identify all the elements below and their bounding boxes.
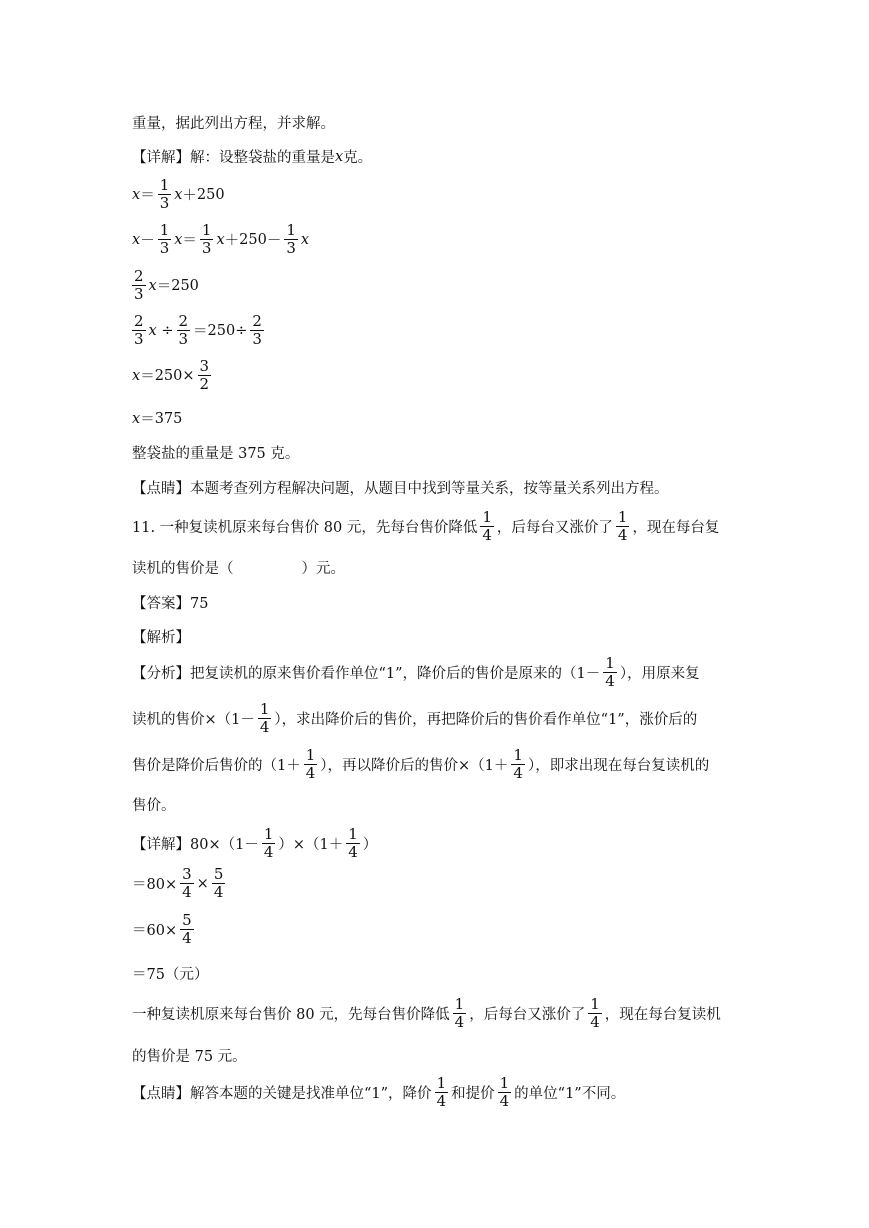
fraction <box>284 222 298 257</box>
numerator: 1 <box>263 825 274 843</box>
fraction <box>132 313 146 348</box>
text-line <box>132 701 697 736</box>
variable: x <box>132 367 141 384</box>
denominator: 4 <box>213 883 224 901</box>
fraction <box>250 313 264 348</box>
text-line <box>132 442 299 463</box>
text: ＝60× <box>132 923 178 939</box>
denominator: 3 <box>134 330 144 348</box>
operator: ＝ <box>193 324 208 340</box>
equation-line <box>132 826 377 861</box>
text-line <box>132 146 372 167</box>
text-line <box>132 655 700 690</box>
text-line <box>132 747 709 782</box>
equation-line <box>132 866 228 901</box>
text-line <box>132 794 176 815</box>
text: 售价是降价后售价的（1＋ <box>132 758 301 774</box>
text: ）×（1＋ <box>278 837 344 853</box>
operator: × <box>196 875 209 892</box>
fraction <box>200 222 214 257</box>
variable: x <box>174 186 183 203</box>
text: 【详解】80×（1－ <box>132 837 259 853</box>
variable: x <box>216 231 225 248</box>
fraction <box>158 222 172 257</box>
denominator: 4 <box>348 843 358 861</box>
denominator: 3 <box>201 239 212 257</box>
fraction <box>480 509 494 544</box>
number: 250 <box>239 231 267 248</box>
text-line <box>132 112 335 133</box>
text: ＝80× <box>132 877 178 893</box>
denominator: 4 <box>259 718 270 736</box>
denominator: 4 <box>305 764 316 782</box>
fraction <box>180 912 194 947</box>
number: 250 <box>207 322 236 339</box>
operator: ＝ <box>156 279 172 295</box>
operator: ＋ <box>182 188 197 204</box>
denominator: 3 <box>178 330 189 348</box>
text: ）元。 <box>301 561 345 577</box>
denominator: 4 <box>182 929 192 947</box>
text: 【答案】75 <box>132 596 209 612</box>
denominator: 4 <box>617 526 628 544</box>
equation-line <box>132 268 199 303</box>
fraction <box>453 996 467 1031</box>
numerator: 1 <box>605 654 615 672</box>
operator: ＝ <box>182 233 197 249</box>
fraction <box>258 701 272 736</box>
variable: x <box>174 231 183 248</box>
variable: x <box>132 231 141 248</box>
denominator: 4 <box>590 1013 600 1031</box>
text: 【详解】解：设整袋盐的重量是 <box>132 150 335 166</box>
operator: ÷ <box>235 322 248 339</box>
variable: x <box>335 148 344 165</box>
fraction <box>132 268 146 303</box>
numerator: 1 <box>286 221 296 239</box>
numerator: 1 <box>159 176 170 194</box>
denominator: 4 <box>513 764 523 782</box>
variable: x <box>148 277 157 294</box>
numerator: 1 <box>590 995 600 1013</box>
numerator: 3 <box>199 357 210 375</box>
text-line <box>132 477 669 498</box>
variable: x <box>300 231 310 248</box>
text-line <box>132 996 721 1031</box>
text: 【解析】 <box>132 630 190 646</box>
fraction <box>212 866 226 901</box>
numerator: 1 <box>499 1074 510 1092</box>
operator: － <box>266 233 282 249</box>
denominator: 3 <box>252 330 262 348</box>
text: 11. 一种复读机原来每台售价 80 元，先每台售价降低 <box>132 520 478 536</box>
fraction <box>304 747 318 782</box>
numerator: 1 <box>259 700 270 718</box>
text: ） <box>362 837 378 853</box>
numerator: 3 <box>182 865 192 883</box>
text: 【点睛】本题考查列方程解决问题，从题目中找到等量关系，按等量关系列出方程。 <box>132 481 669 497</box>
denominator: 2 <box>199 375 210 393</box>
text: 一种复读机原来每台售价 80 元，先每台售价降低 <box>132 1007 450 1023</box>
numerator: 2 <box>134 312 144 330</box>
operator: ＋ <box>224 233 240 249</box>
text: ），用原来复 <box>619 666 700 682</box>
text: ，现在每台复 <box>632 520 720 536</box>
denominator: 4 <box>605 672 615 690</box>
text: 克。 <box>343 150 373 166</box>
numerator: 2 <box>134 267 144 285</box>
number: 250 <box>154 367 183 384</box>
text: 【分析】把复读机的原来售价看作单位“1”，降价后的售价是原来的（1－ <box>132 666 601 682</box>
fraction <box>435 1075 449 1110</box>
variable: x <box>148 322 157 339</box>
variable: x <box>132 186 141 203</box>
equation-line <box>132 358 214 393</box>
text: ，后每台又涨价了 <box>496 520 613 536</box>
text-line <box>132 1075 625 1110</box>
number: 375 <box>154 410 183 427</box>
numerator: 1 <box>454 995 465 1013</box>
fraction <box>588 996 602 1031</box>
question-line <box>132 509 719 544</box>
variable: x <box>132 410 141 427</box>
numerator: 1 <box>513 746 523 764</box>
text: ），即求出现在每台复读机的 <box>527 758 710 774</box>
operator: － <box>140 233 155 249</box>
numerator: 2 <box>252 312 262 330</box>
text: 售价。 <box>132 798 176 814</box>
text: ，后每台又涨价了 <box>469 1007 586 1023</box>
denominator: 4 <box>436 1092 447 1110</box>
numerator: 1 <box>617 508 628 526</box>
fraction <box>198 358 212 393</box>
operator: ＝ <box>140 412 155 428</box>
text: 重量，据此列出方程，并求解。 <box>132 116 335 132</box>
text-line <box>132 1045 247 1066</box>
fraction <box>177 313 191 348</box>
fraction <box>158 177 172 212</box>
text: 读机的售价×（1－ <box>132 712 255 728</box>
text: ），求出降价后的售价，再把降价后的售价看作单位“1”，涨价后的 <box>274 712 698 728</box>
text: 整袋盐的重量是 375 克。 <box>132 446 300 462</box>
fraction <box>346 826 360 861</box>
denominator: 4 <box>482 526 492 544</box>
numerator: 5 <box>182 911 192 929</box>
number: 250 <box>171 277 199 294</box>
operator: ÷ <box>161 322 174 339</box>
question-line <box>132 557 345 578</box>
numerator: 1 <box>201 221 212 239</box>
text: 读机的售价是（ <box>132 561 234 577</box>
fraction <box>603 655 617 690</box>
equation-line <box>132 912 197 947</box>
denominator: 3 <box>134 285 144 303</box>
numerator: 5 <box>213 865 224 883</box>
fraction <box>616 509 630 544</box>
denominator: 3 <box>159 194 170 212</box>
denominator: 4 <box>454 1013 465 1031</box>
operator: ＝ <box>140 188 155 204</box>
numerator: 1 <box>348 825 358 843</box>
numerator: 1 <box>159 221 170 239</box>
text: 的售价是 75 元。 <box>132 1049 247 1065</box>
operator: × <box>182 367 195 384</box>
numerator: 2 <box>178 312 189 330</box>
text-line <box>132 626 190 647</box>
equation-line <box>132 408 182 429</box>
denominator: 3 <box>159 239 170 257</box>
text: 的单位“1”不同。 <box>514 1086 626 1102</box>
answer-line <box>132 592 208 613</box>
equation-line <box>132 177 225 212</box>
text: ），再以降价后的售价×（1＋ <box>320 758 509 774</box>
equation-line <box>132 963 208 984</box>
numerator: 1 <box>436 1074 447 1092</box>
numerator: 1 <box>305 746 316 764</box>
number: 250 <box>196 186 225 203</box>
fraction <box>498 1075 512 1110</box>
equation-line <box>132 222 309 257</box>
denominator: 4 <box>499 1092 510 1110</box>
text: ＝75（元） <box>132 967 209 983</box>
denominator: 3 <box>286 239 296 257</box>
text: 【点睛】解答本题的关键是找准单位“1”，降价 <box>132 1086 432 1102</box>
text: ，现在每台复读机 <box>604 1007 721 1023</box>
denominator: 4 <box>263 843 274 861</box>
fraction <box>511 747 525 782</box>
fraction <box>180 866 194 901</box>
fraction <box>262 826 276 861</box>
denominator: 4 <box>182 883 192 901</box>
numerator: 1 <box>482 508 492 526</box>
operator: ＝ <box>140 369 155 385</box>
text: 和提价 <box>451 1086 495 1102</box>
equation-line <box>132 313 267 348</box>
